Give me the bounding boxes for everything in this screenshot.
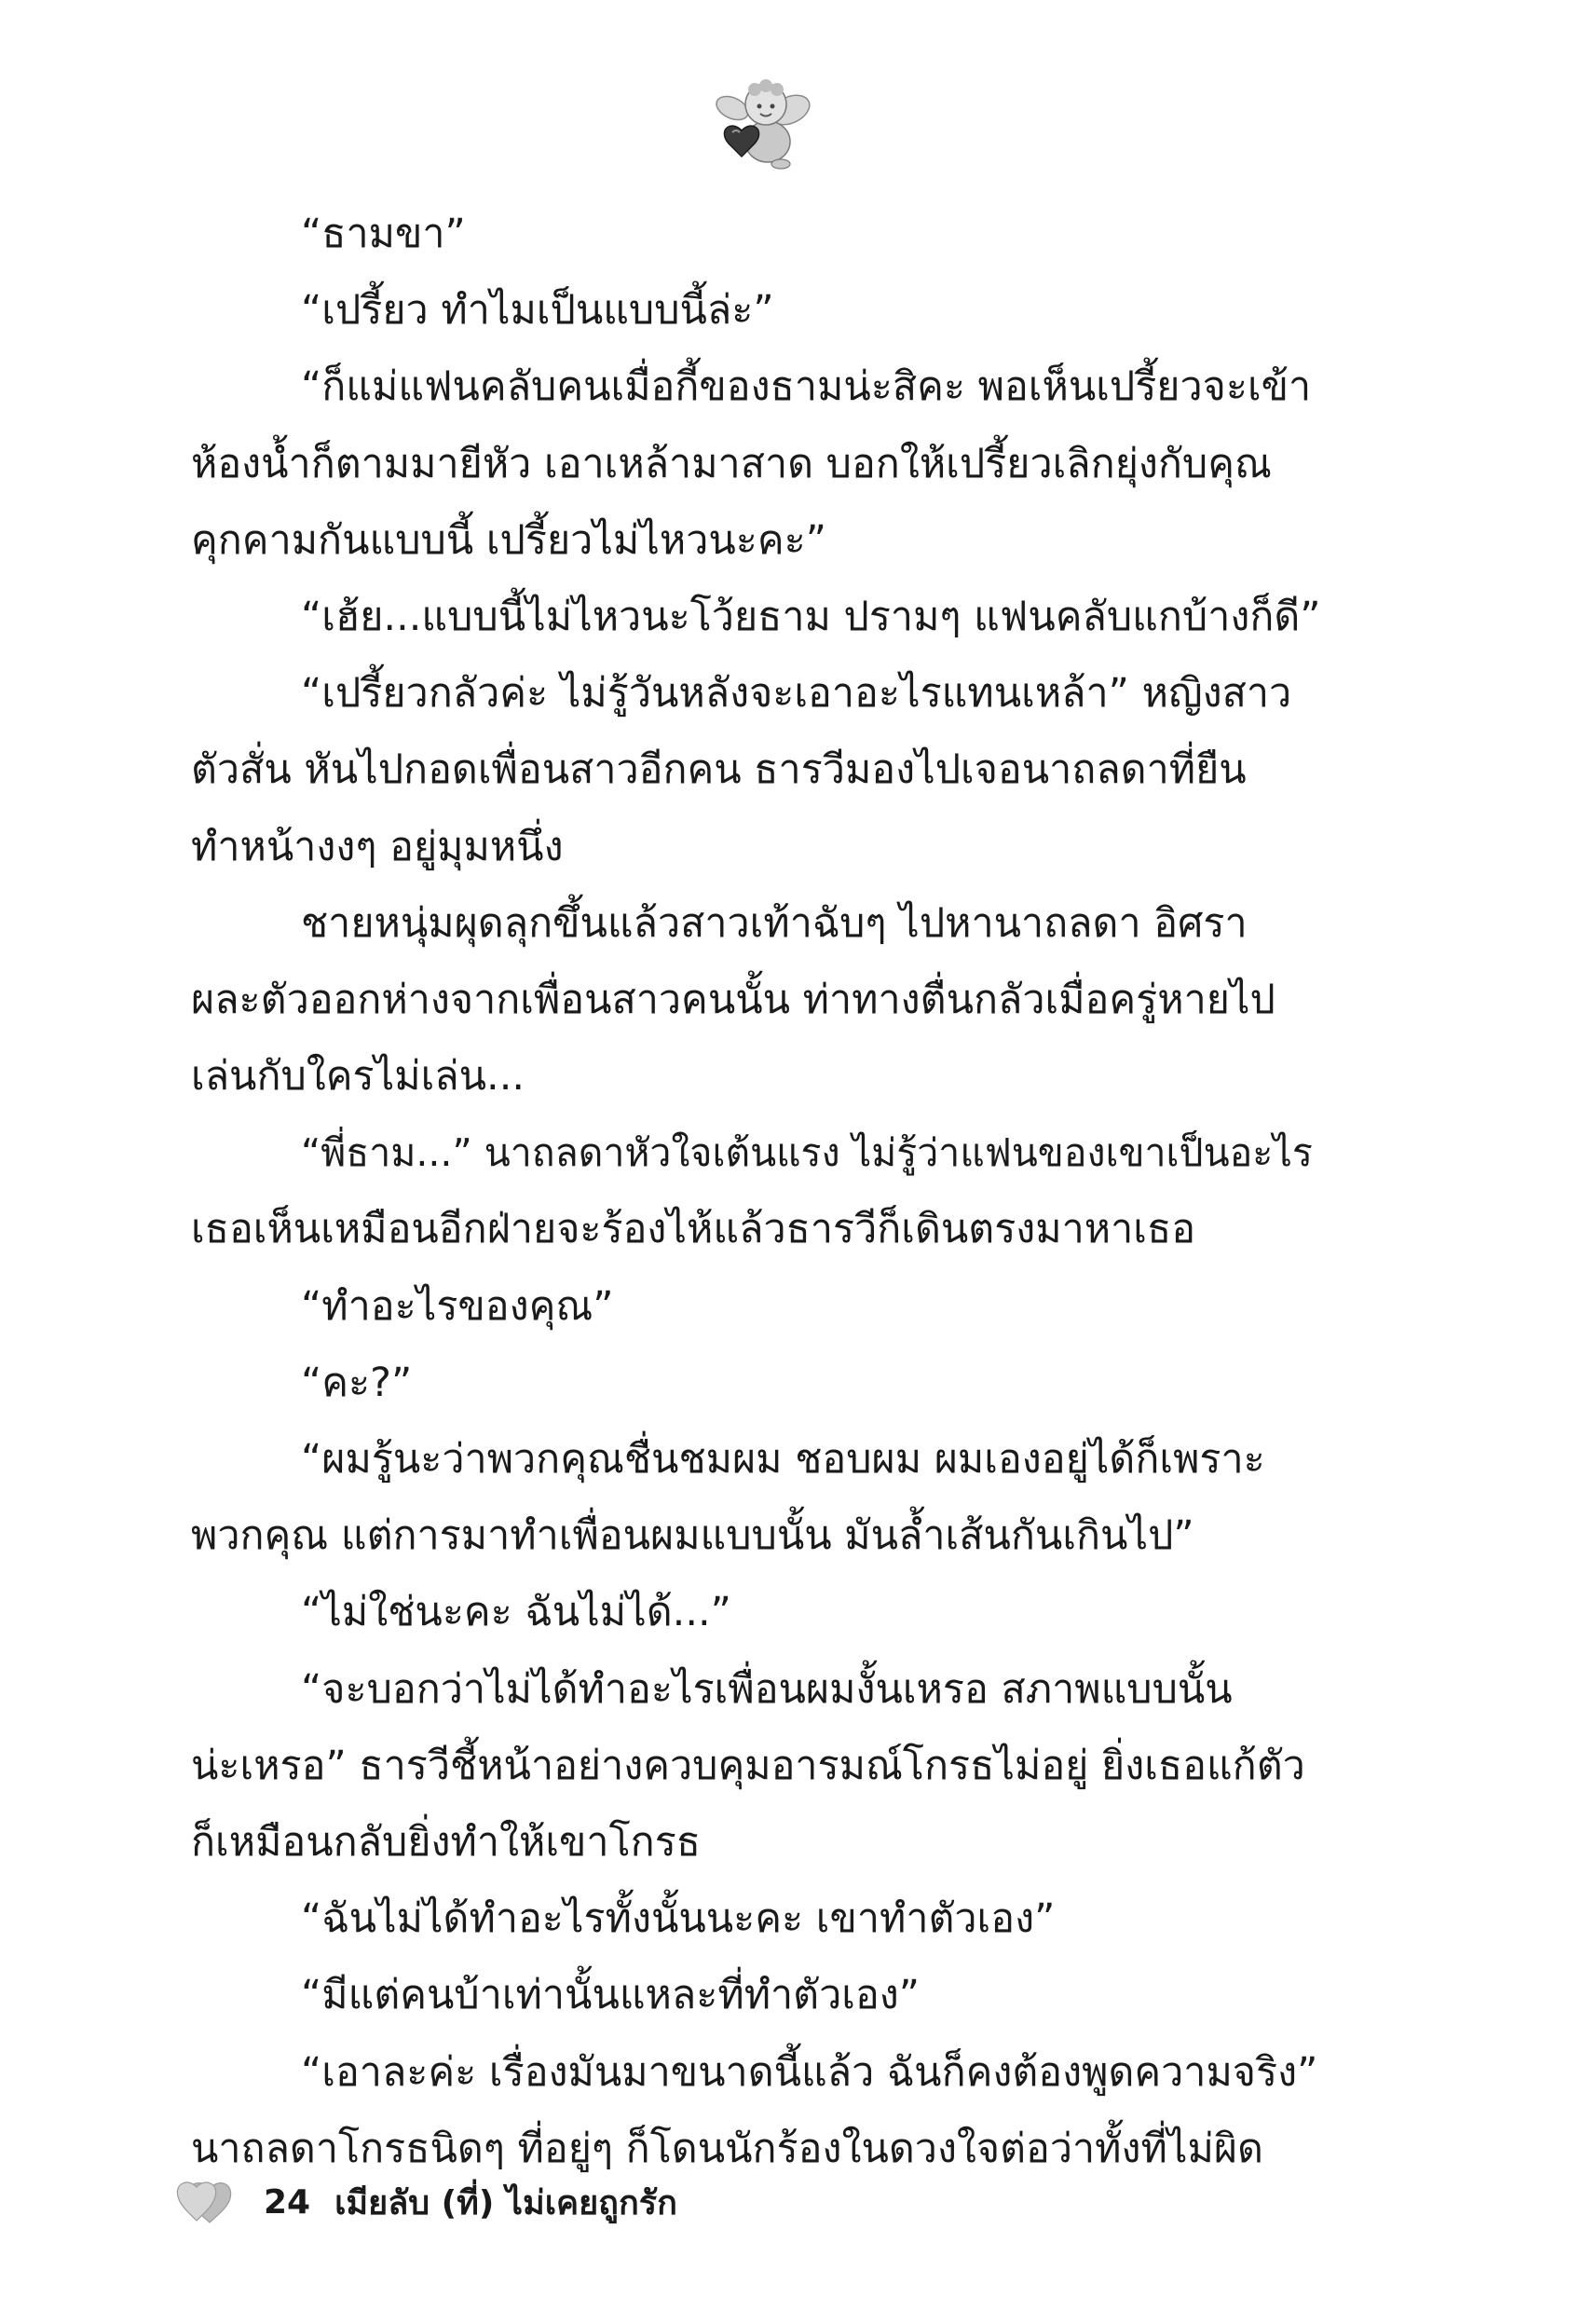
text-line: “เปรี้ยวกลัวค่ะ ไม่รู้วันหลังจะเอาอะไรแทนเหล้า” หญิงสาว — [301, 670, 1292, 718]
text-line: “ทำอะไรของคุณ” — [301, 1282, 614, 1330]
text-line: คุกคามกันแบบนี้ เปรี้ยวไม่ไหวนะคะ” — [191, 516, 826, 564]
text-line: ตัวสั่น หันไปกอดเพื่อนสาวอีกคน ธารวีมองไปเจอนาถลดาที่ยืน — [191, 746, 1247, 794]
text-line: ผละตัวออกห่างจากเพื่อนสาวคนนั้น ท่าทางตื่นกลัวเมื่อครู่หายไป — [191, 976, 1275, 1023]
text-line: “ธามขา” — [301, 211, 466, 257]
text-line: นาถลดาโกรธนิดๆ ที่อยู่ๆ ก็โดนนักร้องในดวงใจต่อว่าทั้งที่ไม่ผิด — [191, 2125, 1263, 2172]
text-line: เธอเห็นเหมือนอีกฝ่ายจะร้องไห้แล้วธารวีก็เดินตรงมาหาเธอ — [191, 1206, 1196, 1253]
text-line: “คะ?” — [301, 1359, 413, 1406]
text-line: ก็เหมือนกลับยิ่งทำให้เขาโกรธ — [191, 1818, 702, 1866]
text-line: “ฉันไม่ได้ทำอะไรทั้งนั้นนะคะ เขาทำตัวเอง” — [301, 1895, 1056, 1943]
text-line: “พี่ธาม...” นาถลดาหัวใจเต้นแรง ไม่รู้ว่าแฟนของเขาเป็นอะไร — [301, 1130, 1313, 1176]
text-line: “มีแต่คนบ้าเท่านั้นแหละที่ทำตัวเอง” — [301, 1972, 921, 2019]
text-line: “ไม่ใช่นะคะ ฉันไม่ได้...” — [301, 1589, 731, 1636]
book-title: เมียลับ (ที่) ไม่เคยถูกรัก — [334, 2183, 677, 2222]
text-line: ชายหนุ่มผุดลุกขึ้นแล้วสาวเท้าฉับๆ ไปหานาถลดา อิศรา — [301, 899, 1248, 947]
story-text — [191, 196, 1328, 2187]
text-line: น่ะเหรอ” ธารวีชี้หน้าอย่างควบคุมอารมณ์โกรธไม่อยู่ ยิ่งเธอแก้ตัว — [191, 1742, 1305, 1789]
text-line: “เอาละค่ะ เรื่องมันมาขนาดนี้แล้ว ฉันก็คงต้องพูดความจริง” — [301, 2048, 1318, 2096]
text-line: ห้องน้ำก็ตามมายีหัว เอาเหล้ามาสาด บอกให้เปรี้ยวเลิกยุ่งกับคุณ — [191, 440, 1272, 487]
text-line: เล่นกับใครไม่เล่น... — [191, 1053, 525, 1101]
text-line: “จะบอกว่าไม่ได้ทำอะไรเพื่อนผมงั้นเหรอ สภาพแบบนั้น — [301, 1665, 1233, 1713]
text-line: พวกคุณ แต่การมาทำเพื่อนผมแบบนั้น มันล้ำเส้นกันเกินไป” — [191, 1512, 1194, 1560]
cupid-with-heart-icon — [708, 65, 820, 177]
text-line: “ผมรู้นะว่าพวกคุณชื่นชมผม ชอบผม ผมเองอยู่ได้ก็เพราะ — [301, 1436, 1265, 1483]
two-hearts-icon — [172, 2176, 238, 2228]
text-line: “เฮ้ย...แบบนี้ไม่ไหวนะโว้ยธาม ปรามๆ แฟนคลับแกบ้างก็ดี” — [301, 593, 1321, 640]
page-footer — [172, 2169, 677, 2235]
text-line: “ก็แม่แฟนคลับคนเมื่อกี้ของธามน่ะสิคะ พอเห็นเปรี้ยวจะเข้า — [301, 363, 1312, 411]
page-number: 24 — [264, 2182, 311, 2222]
text-line: “เปรี้ยว ทำไมเป็นแบบนี้ล่ะ” — [301, 287, 774, 335]
text-line: ทำหน้างงๆ อยู่มุมหนึ่ง — [191, 823, 564, 870]
